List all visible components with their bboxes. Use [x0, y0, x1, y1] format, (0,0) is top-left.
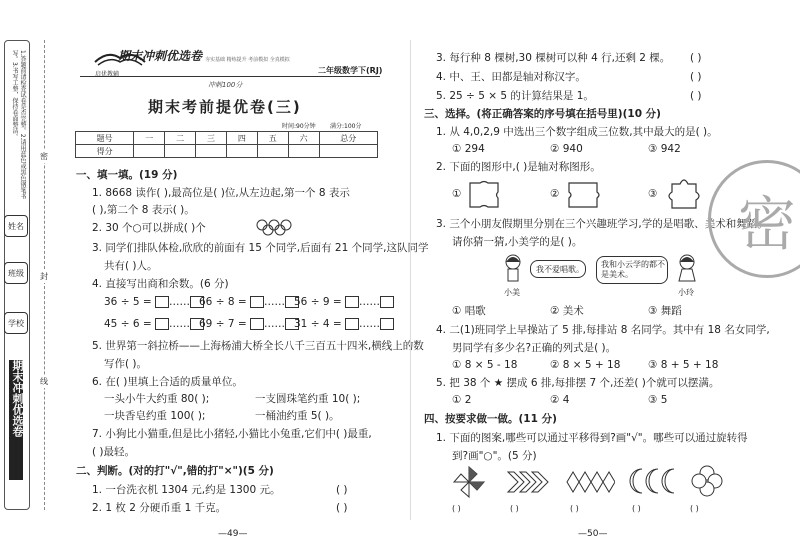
clover-pattern-icon[interactable] [690, 464, 724, 498]
score-table-header-row [76, 132, 378, 145]
q6-text: 6. 在( )里填上合适的质量单位。 [92, 376, 243, 388]
score-cell: 二 [165, 132, 196, 145]
score-cell: 六 [288, 132, 319, 145]
choice-2-opt-1[interactable]: ① [452, 188, 462, 200]
puzzle-shape-3 [664, 172, 704, 212]
choice-2: 2. 下面的图形中,( )是轴对称图形。 [436, 161, 601, 173]
pinwheel-pattern-icon[interactable] [452, 465, 486, 499]
choice-3-line-a: 3. 三个小朋友假期里分别在三个兴趣班学习,学的是唱歌、美术和舞蹈。 [436, 218, 768, 230]
q6-item-d: 一桶油约重 5( )。 [255, 410, 340, 422]
choice-5: 5. 把 38 个 ★ 摆成 6 排,每排摆 7 个,还差( )个就可以摆满。 [436, 377, 720, 389]
choice-1-opt-3[interactable]: ③ 942 [648, 143, 681, 155]
seal-char-3: 线 [40, 377, 48, 386]
q3-line-a: 3. 同学们排队体检,欣欣的前面有 15 个同学,后面有 21 个同学,这队同学 [92, 242, 429, 254]
score-cell: 得分 [76, 145, 134, 158]
q3-line-b: 共有( )人。 [104, 260, 158, 272]
div-expr: 45 ÷ 6 = …… [104, 318, 204, 331]
div-expr: 66 ÷ 8 = …… [199, 296, 299, 309]
grade-label: 二年级数学下(RJ) [318, 66, 383, 75]
do-1-line-a: 1. 下面的图案,哪些可以通过平移得到?画"√"。哪些可以通过旋转得 [436, 432, 748, 444]
choice-3-opt-1[interactable]: ① 唱歌 [452, 305, 486, 317]
q5-line-a: 5. 世界第一斜拉桥——上海杨浦大桥全长八千三百五十四米,横线上的数 [92, 340, 424, 352]
div-expr: 69 ÷ 7 = …… [199, 318, 299, 331]
pattern-3-answer[interactable]: ( ) [570, 504, 579, 513]
judge-2-answer[interactable]: ( ) [336, 502, 348, 514]
page-number-left: —49— [218, 529, 248, 539]
answer-box[interactable] [380, 296, 394, 308]
score-cell: 一 [134, 132, 165, 145]
answer-box[interactable] [155, 318, 169, 330]
olympic-rings-icon [255, 218, 295, 236]
div-expr: 31 ÷ 4 = …… [294, 318, 394, 331]
stamp-clip [700, 150, 800, 290]
div-expr: 56 ÷ 9 = …… [294, 296, 394, 309]
choice-1-opt-1[interactable]: ① 294 [452, 143, 485, 155]
answer-box[interactable] [250, 296, 264, 308]
choice-3-opt-3[interactable]: ③ 舞蹈 [648, 305, 682, 317]
diamond-pattern-icon[interactable] [565, 470, 615, 494]
section-3-title: 三、选择。(将正确答案的序号填在括号里)(10 分) [424, 108, 661, 120]
score-table [75, 131, 378, 158]
section-1-title: 一、填一填。(19 分) [76, 169, 178, 181]
q6-item-a: 一头小牛大约重 80( ); [104, 393, 210, 405]
q7-line-a: 7. 小狗比小猫重,但是比小猪轻,小猫比小兔重,它们中( )最重, [92, 428, 372, 440]
pattern-4-answer[interactable]: ( ) [632, 504, 641, 513]
exam-full-score: 满分:100分 [330, 123, 362, 130]
secret-stamp [708, 160, 800, 278]
answer-box[interactable] [345, 318, 359, 330]
seal-char-2: 封 [40, 272, 48, 281]
chevron-pattern-icon[interactable] [506, 470, 552, 494]
pattern-1-answer[interactable]: ( ) [452, 504, 461, 513]
brand-small: 启优教辅 [95, 71, 120, 78]
choice-3-opt-2[interactable]: ② 美术 [550, 305, 584, 317]
q6-item-c: 一块香皂约重 100( ); [104, 410, 206, 422]
score-input-cell[interactable] [134, 145, 165, 158]
q4-text: 4. 直接写出商和余数。(6 分) [92, 278, 229, 290]
puzzle-shape-1 [467, 180, 501, 210]
judge-4: 4. 中、王、田都是轴对称汉字。 [436, 71, 586, 83]
sidebar-logo: 期末冲刺优选卷 [9, 360, 23, 480]
q1-line-b: ( ),第二个 8 表示( )。 [92, 204, 195, 216]
puzzle-shape-2 [566, 180, 600, 210]
choice-1: 1. 从 4,0,2,9 中选出三个数字组成三位数,其中最大的是( )。 [436, 126, 718, 138]
header-rule [80, 76, 380, 77]
speech-bubble-1 [530, 260, 586, 278]
score-input-cell[interactable] [288, 145, 319, 158]
choice-2-opt-2[interactable]: ② [550, 188, 560, 200]
q2-text: 2. 30 个○可以拼成( )个 [92, 222, 206, 234]
page-title: 期末考前提优卷(三) [148, 98, 302, 116]
speech-bubble-2 [596, 256, 668, 284]
q5-line-b: 写作( )。 [104, 358, 148, 370]
bubble-2-text: 我和小云学的都不是美术。 [601, 260, 665, 279]
score-input-cell[interactable] [165, 145, 196, 158]
score-cell: 三 [196, 132, 227, 145]
div-expr: 36 ÷ 5 = …… [104, 296, 204, 309]
kid-2-name: 小玲 [678, 288, 694, 297]
judge-1-answer[interactable]: ( ) [336, 484, 348, 496]
score-table-score-row [76, 145, 378, 158]
answer-box[interactable] [250, 318, 264, 330]
school-label: 学校 [4, 312, 28, 334]
choice-5-opt-3[interactable]: ③ 5 [648, 394, 668, 406]
judge-1: 1. 一台洗衣机 1304 元,约是 1300 元。 [92, 484, 281, 496]
q6-item-b: 一支圆珠笔约重 10( ); [255, 393, 361, 405]
pattern-5-answer[interactable]: ( ) [690, 504, 699, 513]
choice-5-opt-2[interactable]: ② 4 [550, 394, 570, 406]
kid-1-name: 小美 [504, 288, 520, 297]
choice-3-line-b: 请你猜一猜,小美学的是( )。 [452, 236, 583, 248]
name-label: 姓名 [4, 215, 28, 237]
page-divider [410, 40, 411, 520]
do-1-line-b: 到?画"○"。(5 分) [452, 450, 537, 462]
judge-4-answer[interactable]: ( ) [690, 71, 702, 83]
judge-3: 3. 每行种 8 棵树,30 棵树可以种 4 行,还剩 2 棵。 [436, 52, 671, 64]
q1-line-a: 1. 8668 读作( ),最高位是( )位,从左边起,第一个 8 表示 [92, 187, 350, 199]
choice-4-line-a: 4. 二(1)班同学上早操站了 5 排,每排站 8 名同学。其中有 18 名女同学, [436, 324, 770, 336]
choice-4-line-b: 男同学有多少名?正确的列式是( )。 [452, 342, 617, 354]
score-input-cell[interactable] [257, 145, 288, 158]
class-label: 班级 [4, 262, 28, 284]
answer-box[interactable] [380, 318, 394, 330]
choice-4-opt-1[interactable]: ① 8 × 5 - 18 [452, 359, 518, 371]
header-subtitle: 冲刺100分 [208, 81, 243, 89]
brand-title: 期末冲刺优选卷 [118, 49, 203, 63]
score-cell: 题号 [76, 132, 134, 145]
section-4-title: 四、按要求做一做。(11 分) [424, 413, 557, 425]
answer-box[interactable] [155, 296, 169, 308]
q7-line-b: ( )最轻。 [92, 446, 136, 458]
crescent-pattern-icon[interactable] [628, 466, 676, 496]
score-cell: 总分 [319, 132, 377, 145]
judge-5: 5. 25 ÷ 5 × 5 的计算结果是 1。 [436, 90, 594, 102]
girl-icon-2 [676, 254, 698, 284]
secret-stamp-char: 密 [737, 190, 796, 258]
score-input-cell[interactable] [226, 145, 257, 158]
sidebar-instructions: 1.答题前请检查试卷是否完整。2.请用蓝色或黑色钢笔书写。3.书写工整，保持卷面整洁。 [11, 50, 26, 200]
choice-4-opt-3[interactable]: ③ 8 + 5 + 18 [648, 359, 719, 371]
seal-char-1: 密 [40, 152, 48, 161]
score-input-cell[interactable] [319, 145, 377, 158]
choice-2-opt-3[interactable]: ③ [648, 188, 658, 200]
girl-icon-1 [502, 254, 524, 284]
score-input-cell[interactable] [196, 145, 227, 158]
page-number-right: —50— [578, 529, 608, 539]
choice-4-opt-2[interactable]: ② 8 × 5 + 18 [550, 359, 621, 371]
judge-3-answer[interactable]: ( ) [690, 52, 702, 64]
bubble-1-text: 我不爱唱歌。 [536, 265, 584, 274]
judge-2: 2. 1 枚 2 分硬币重 1 千克。 [92, 502, 227, 514]
sidebar [0, 0, 60, 553]
score-cell: 五 [257, 132, 288, 145]
judge-5-answer[interactable]: ( ) [690, 90, 702, 102]
choice-5-opt-1[interactable]: ① 2 [452, 394, 472, 406]
section-2-title: 二、判断。(对的打"√",错的打"×")(5 分) [76, 465, 274, 477]
score-cell: 四 [226, 132, 257, 145]
pattern-2-answer[interactable]: ( ) [510, 504, 519, 513]
answer-box[interactable] [345, 296, 359, 308]
exam-time: 时间:90分钟 [282, 123, 316, 130]
choice-1-opt-2[interactable]: ② 940 [550, 143, 583, 155]
header-slogan: 夯实基础 精练提升 考前模拟 全真模拟 [205, 57, 290, 63]
